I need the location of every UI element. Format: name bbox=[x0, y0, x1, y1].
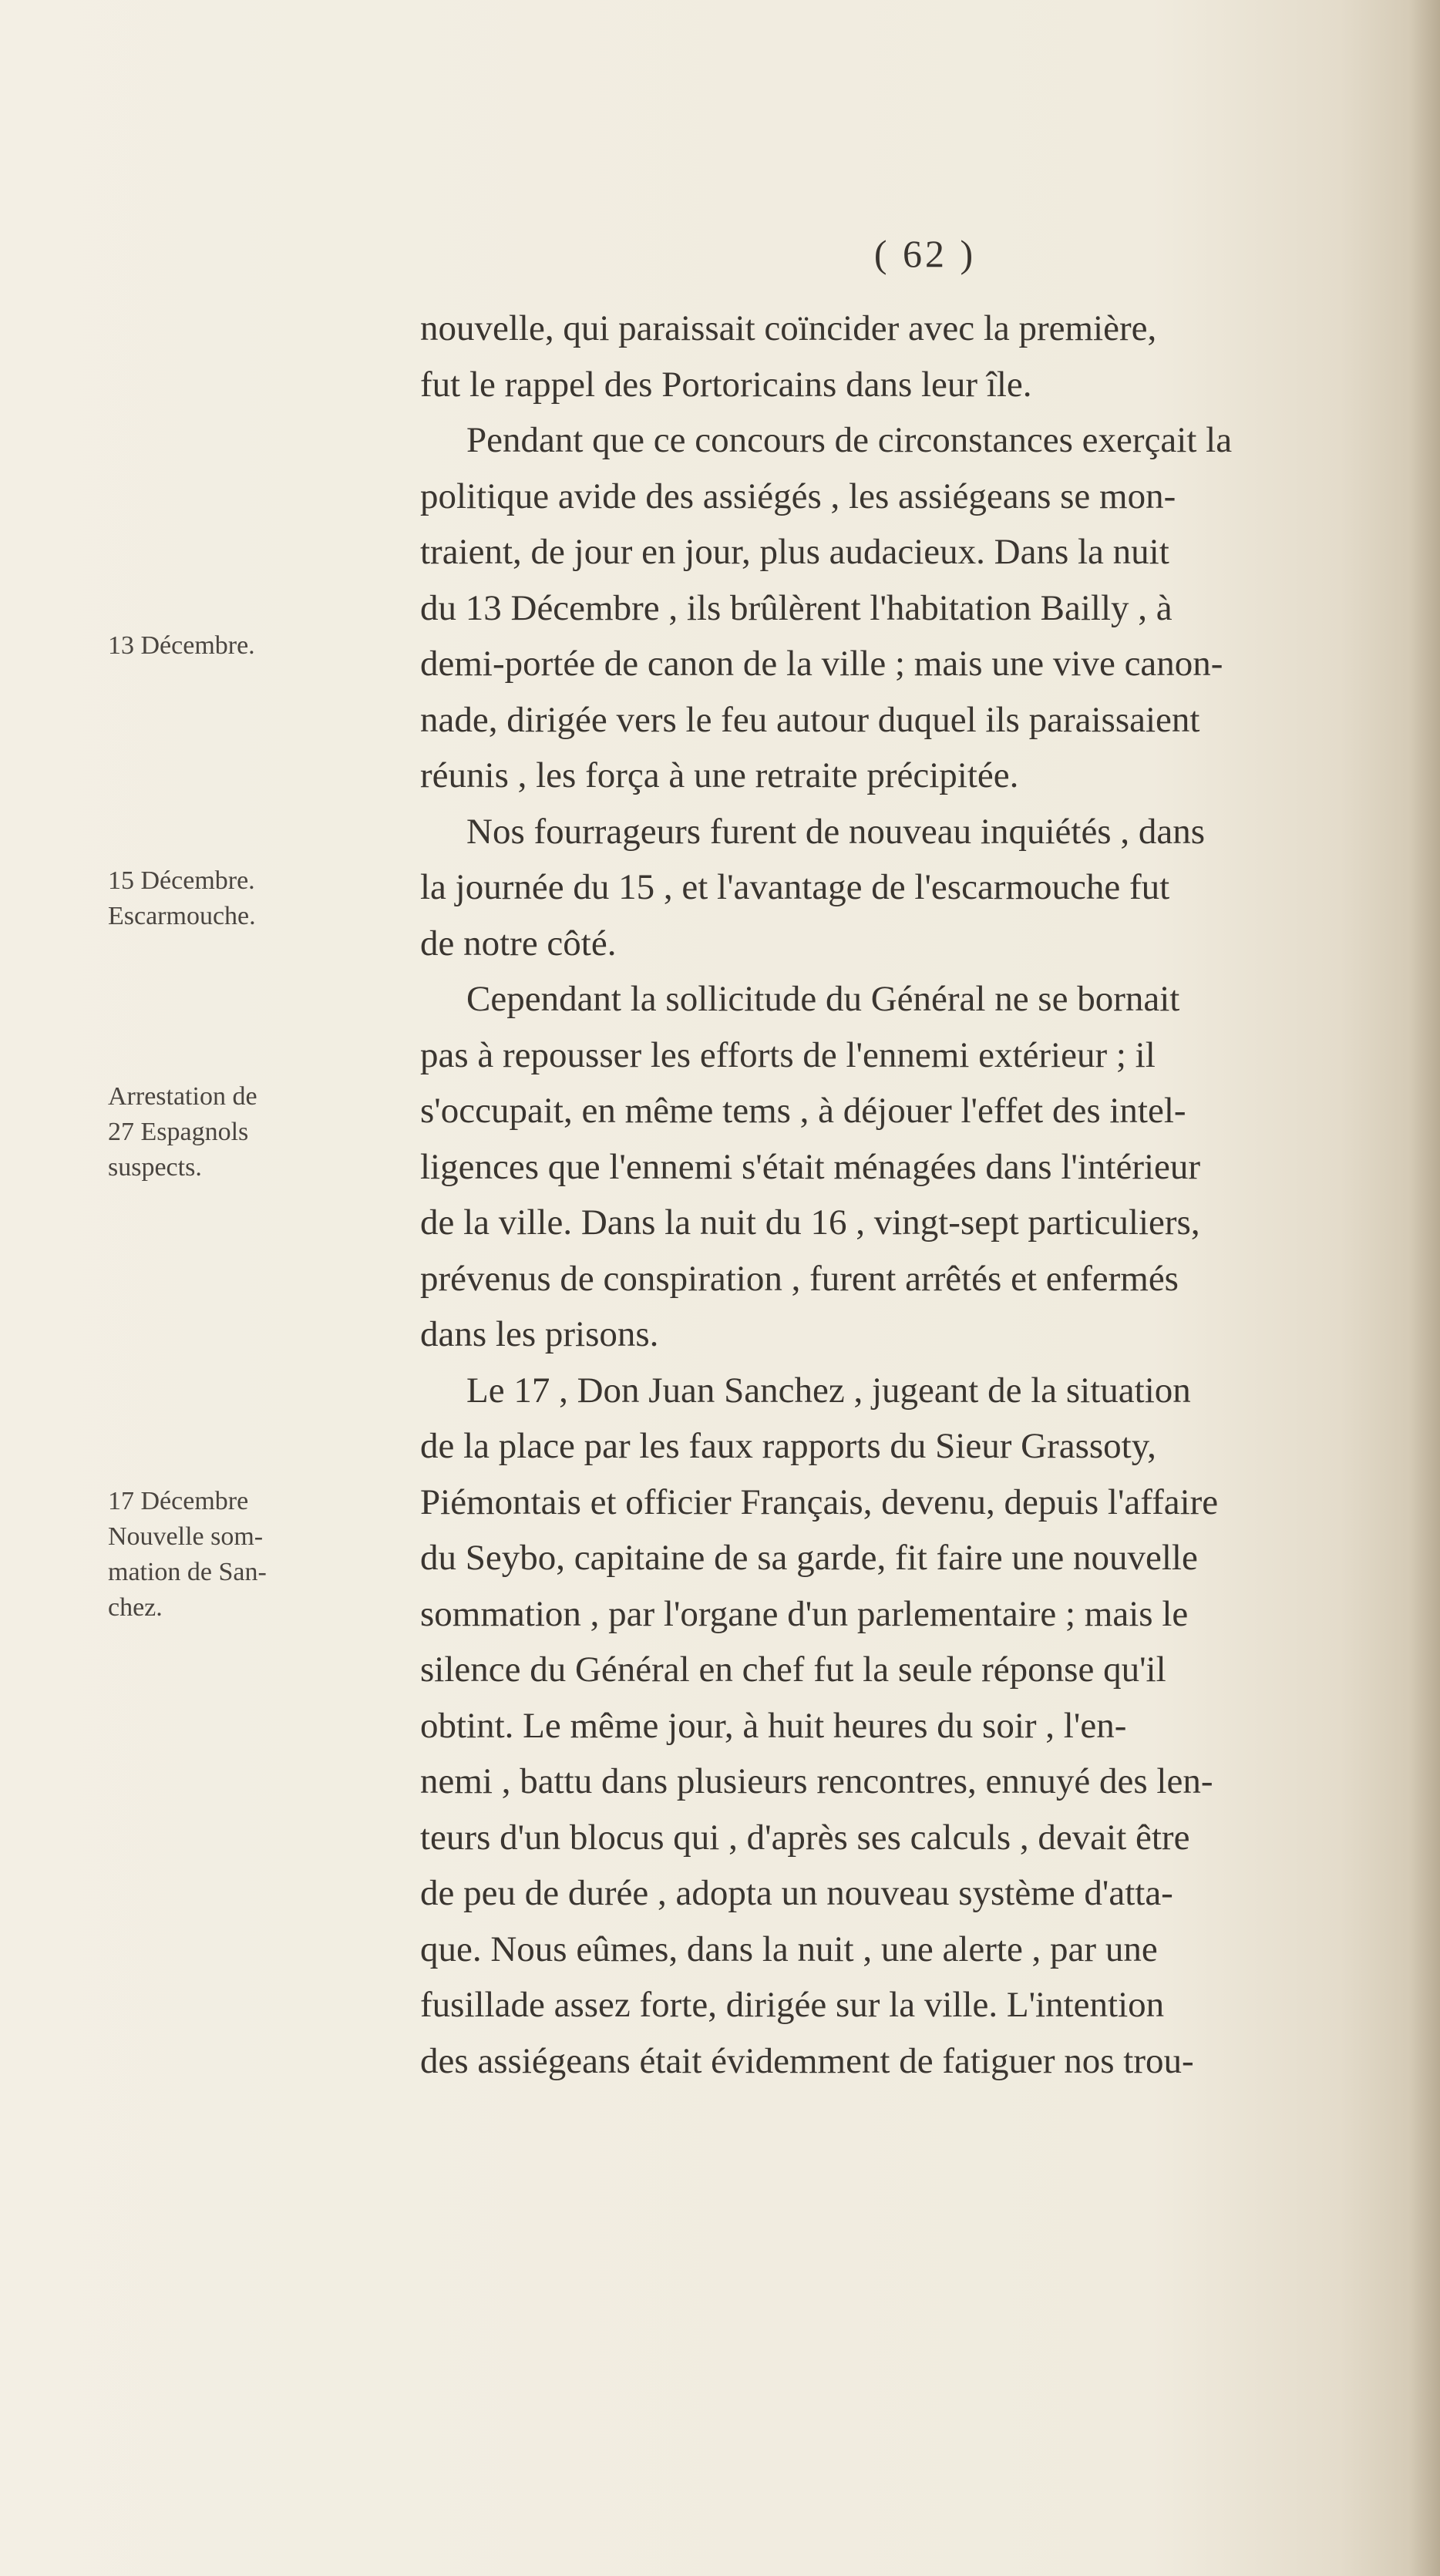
body-line: dans les prisons. bbox=[420, 1314, 659, 1354]
page-number: ( 62 ) bbox=[873, 232, 977, 275]
margin-note-line: chez. bbox=[108, 1593, 163, 1622]
margin-note-line: 13 Décembre. bbox=[108, 631, 255, 660]
body-text bbox=[420, 301, 1422, 2089]
body-line: de notre côté. bbox=[420, 923, 617, 963]
body-line: ligences que l'ennemi s'était ménagées dans l'intérieur bbox=[420, 1146, 1201, 1187]
margin-note-17-decembre bbox=[108, 1484, 401, 1626]
body-line: Pendant que ce concours de circonstances exerçait la bbox=[466, 420, 1233, 460]
body-line: Le 17 , Don Juan Sanchez , jugeant de la situation bbox=[466, 1370, 1191, 1411]
body-line: pas à repousser les efforts de l'ennemi extérieur ; il bbox=[420, 1034, 1156, 1075]
page-edge-shadow bbox=[1409, 0, 1440, 2576]
body-line: nemi , battu dans plusieurs rencontres, ennuyé des len- bbox=[420, 1761, 1213, 1801]
body-line: silence du Général en chef fut la seule réponse qu'il bbox=[420, 1650, 1166, 1690]
body-line: réunis , les força à une retraite précipitée. bbox=[420, 755, 1019, 795]
body-line: des assiégeans était évidemment de fatiguer nos trou- bbox=[420, 2040, 1194, 2081]
body-line: traient, de jour en jour, plus audacieux. Dans la nuit bbox=[420, 532, 1169, 572]
body-line: de la ville. Dans la nuit du 16 , vingt-sept particuliers, bbox=[420, 1202, 1200, 1243]
body-line: du Seybo, capitaine de sa garde, fit faire une nouvelle bbox=[420, 1538, 1198, 1578]
body-line: demi-portée de canon de la ville ; mais une vive canon- bbox=[420, 644, 1223, 684]
body-line: du 13 Décembre , ils brûlèrent l'habitation Bailly , à bbox=[420, 587, 1173, 628]
body-line: nouvelle, qui paraissait coïncider avec la première, bbox=[420, 308, 1157, 348]
body-line: de la place par les faux rapports du Sieur Grassoty, bbox=[420, 1426, 1156, 1466]
margin-note-line: Nouvelle som- bbox=[108, 1522, 264, 1551]
body-line: sommation , par l'organe d'un parlementaire ; mais le bbox=[420, 1593, 1189, 1634]
margin-note-line: Escarmouche. bbox=[108, 902, 256, 930]
body-line: Cependant la sollicitude du Général ne se bornait bbox=[466, 979, 1180, 1019]
margin-note-line: 15 Décembre. bbox=[108, 866, 255, 895]
margin-note-line: mation de San- bbox=[108, 1558, 267, 1586]
body-line: s'occupait, en même tems , à déjouer l'effet des intel- bbox=[420, 1091, 1186, 1131]
margin-note-line: 27 Espagnols bbox=[108, 1118, 249, 1146]
body-line: prévenus de conspiration , furent arrêtés et enfermés bbox=[420, 1258, 1179, 1299]
margin-note-arrestation bbox=[108, 1079, 401, 1185]
margin-note-13-decembre bbox=[108, 628, 401, 664]
body-line: la journée du 15 , et l'avantage de l'escarmouche fut bbox=[420, 867, 1170, 907]
margin-note-line: suspects. bbox=[108, 1153, 202, 1182]
body-line: fusillade assez forte, dirigée sur la ville. L'intention bbox=[420, 1985, 1165, 2025]
margin-note-15-decembre bbox=[108, 863, 401, 934]
body-line: Nos fourrageurs furent de nouveau inquiétés , dans bbox=[466, 811, 1205, 852]
body-line: teurs d'un blocus qui , d'après ses calculs , devait être bbox=[420, 1817, 1190, 1858]
body-line: fut le rappel des Portoricains dans leur île. bbox=[420, 364, 1032, 405]
body-line: de peu de durée , adopta un nouveau système d'atta- bbox=[420, 1873, 1173, 1913]
margin-note-line: Arrestation de bbox=[108, 1082, 257, 1111]
body-line: Piémontais et officier Français, devenu, depuis l'affaire bbox=[420, 1481, 1219, 1522]
body-line: que. Nous eûmes, dans la nuit , une alerte , par une bbox=[420, 1929, 1158, 1969]
body-line: obtint. Le même jour, à huit heures du soir , l'en- bbox=[420, 1705, 1127, 1746]
margin-note-line: 17 Décembre bbox=[108, 1487, 249, 1515]
body-line: politique avide des assiégés , les assiégeans se mon- bbox=[420, 476, 1176, 516]
body-line: nade, dirigée vers le feu autour duquel ils paraissaient bbox=[420, 699, 1200, 740]
